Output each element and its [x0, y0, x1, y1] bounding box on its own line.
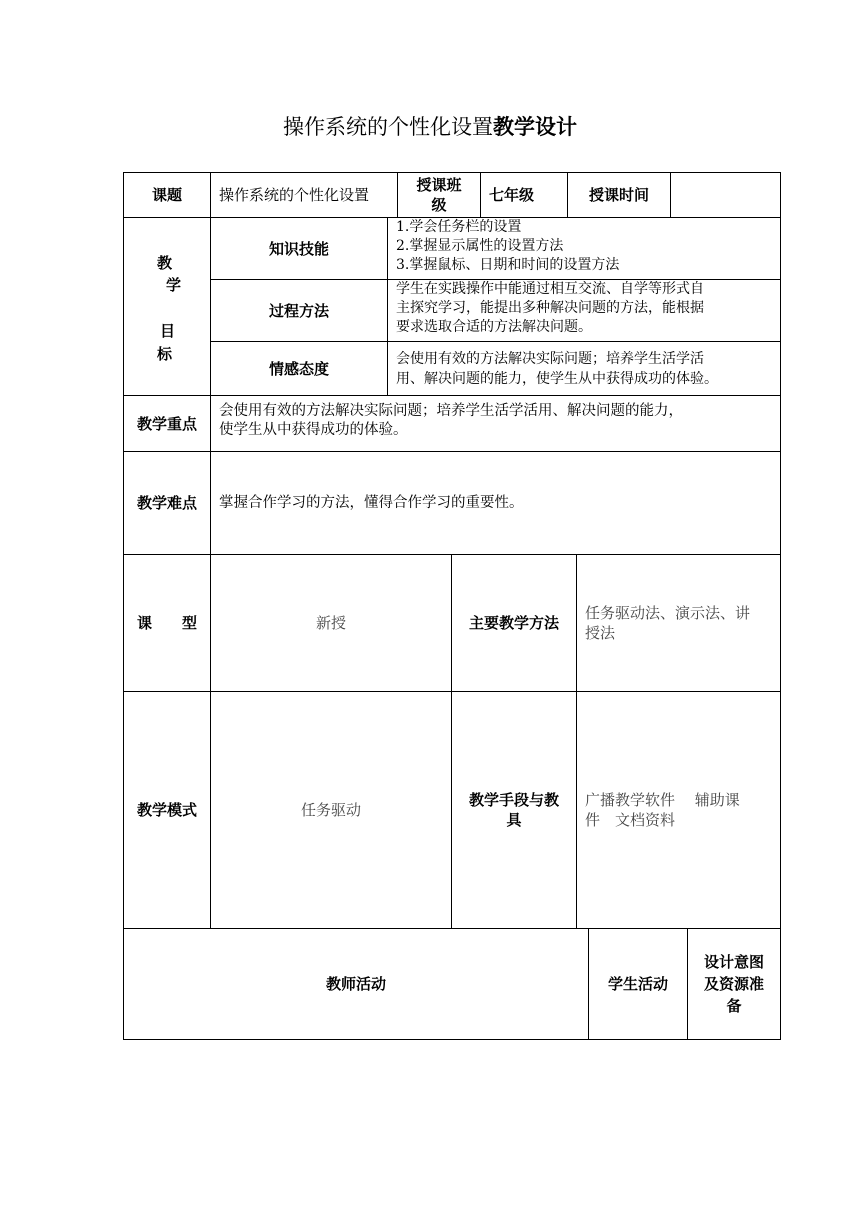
class-value: 七年级 [480, 172, 568, 218]
goals-label: 教 学 目 标 [123, 217, 211, 396]
knowledge-content: 1.学会任务栏的设置 2.掌握显示属性的设置方法 3.掌握鼠标、日期和时间的设置方法 [387, 217, 781, 280]
type-value: 新授 [210, 554, 452, 692]
topic-value: 操作系统的个性化设置 [210, 172, 398, 218]
emotion-label: 情感态度 [210, 341, 388, 396]
focus-label: 教学重点 [123, 395, 211, 452]
method-label: 主要教学方法 [451, 554, 577, 692]
difficulty-label: 教学难点 [123, 451, 211, 555]
student-activity-header: 学生活动 [588, 928, 688, 1040]
title-bold: 教学设计 [493, 115, 577, 139]
method-content: 任务驱动法、演示法、讲 授法 [576, 554, 781, 692]
design-intent-header: 设计意图 及资源准 备 [687, 928, 781, 1040]
type-label: 课 型 [123, 554, 211, 692]
title-normal: 操作系统的个性化设置 [283, 115, 493, 139]
process-content: 学生在实践操作中能通过相互交流、自学等形式自 主探究学习，能提出多种解决问题的方法，能根据 要求选取合适的方法解决问题。 [387, 279, 781, 342]
means-label: 教学手段与教 具 [451, 691, 577, 929]
means-content: 广播教学软件 辅助课 件 文档资料 [576, 691, 781, 929]
time-value [670, 172, 781, 218]
teacher-activity-header: 教师活动 [123, 928, 589, 1040]
emotion-content: 会使用有效的方法解决实际问题；培养学生活学活 用、解决问题的能力，使学生从中获得成功的体验。 [387, 341, 781, 396]
topic-label: 课题 [123, 172, 211, 218]
difficulty-content: 掌握合作学习的方法，懂得合作学习的重要性。 [210, 451, 781, 555]
mode-value: 任务驱动 [210, 691, 452, 929]
class-label: 授课班级 [397, 172, 481, 218]
document-title [0, 113, 860, 141]
process-label: 过程方法 [210, 279, 388, 342]
time-label: 授课时间 [567, 172, 671, 218]
mode-label: 教学模式 [123, 691, 211, 929]
focus-content: 会使用有效的方法解决实际问题；培养学生活学活用、解决问题的能力， 使学生从中获得成功的体验。 [210, 395, 781, 452]
knowledge-label: 知识技能 [210, 217, 388, 280]
